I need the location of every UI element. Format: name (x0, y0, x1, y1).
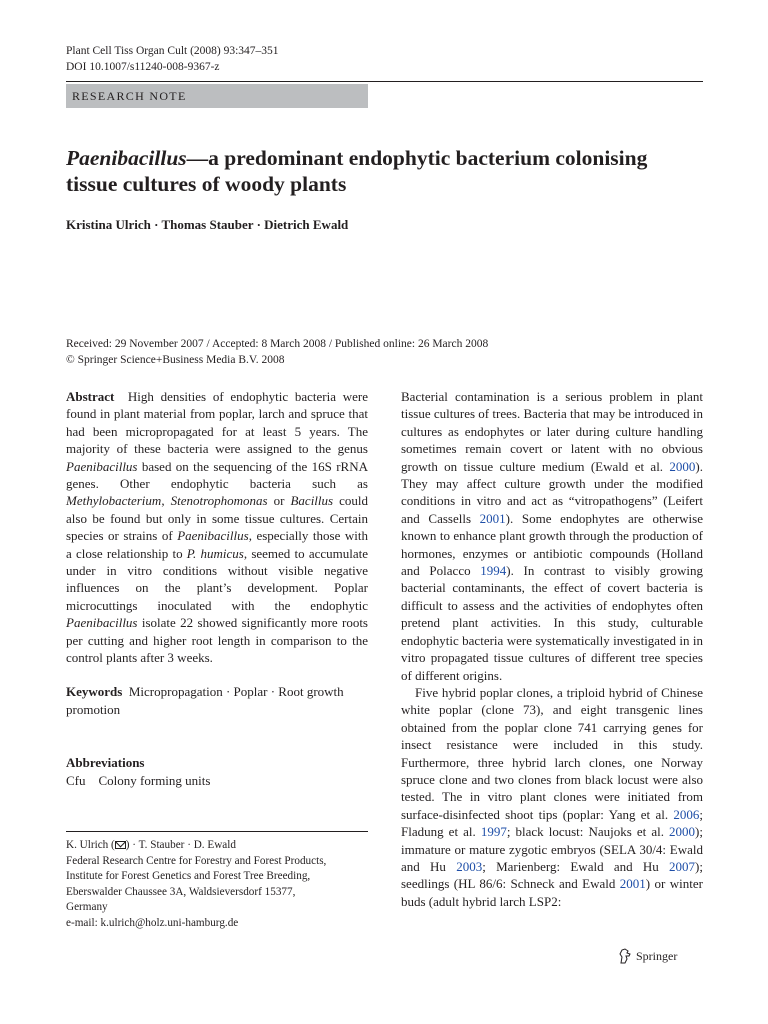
abstract-italic: Paenibacillus (66, 615, 138, 631)
affiliation-line: Germany (66, 901, 108, 913)
citation-link[interactable]: 2000 (669, 458, 696, 474)
affiliation-email[interactable]: e-mail: k.ulrich@holz.uni-hamburg.de (66, 916, 239, 929)
abbreviation-entry (66, 772, 368, 790)
envelope-icon (115, 841, 126, 849)
affiliation-names (66, 838, 368, 854)
publisher-name: Springer (636, 948, 678, 963)
dates-line: Received: 29 November 2007 / Accepted: 8 March 2008 / Published online: 26 March 2008 (66, 338, 489, 350)
affiliation (66, 838, 368, 931)
keywords (66, 683, 368, 719)
abstract-italic: Methylobacterium (66, 493, 162, 509)
body-text-run: Five hybrid poplar clones, a triploid hybrid of Chinese white poplar (clone 73), and eight transgenic lines obtained from the poplar clone 741 carrying genes for insect resistance were included in this study. Furthermore, three hybrid larch clones, one Norway spruce clone and two clones from black locust were also tested. The in vitro plant clones were initiated from surface-disinfected shoot tips (poplar: Yang et al. (401, 684, 703, 822)
affiliation-rule (66, 831, 368, 832)
publication-dates (66, 336, 488, 368)
body-text-run: ). In contrast to visibly growing bacterial contaminants, the effect of covert bacteria is difficult to assess and the activities of endophytes often pretend plant activities. In this study, culturable endophytic bacteria were systematically investigated in in vitro propagated tissue cultures of different tree species of different origins. (401, 563, 703, 683)
abstract-italic: Stenotrophomonas (170, 493, 268, 509)
abstract-italic: Paenibacillus (177, 528, 249, 544)
body-text-run: ; Fladung et al. (401, 806, 703, 840)
abstract-text: could also be found but only in some tissue cultures. Certain species or strains of (66, 493, 368, 544)
keywords-text: Micropropagation · Poplar · Root growth promotion (66, 684, 344, 717)
body-text-run: ; black locust: Naujoks et al. (506, 824, 670, 840)
citation-link[interactable]: 1997 (480, 824, 507, 840)
citation-link[interactable]: 2007 (669, 858, 696, 874)
journal-header (66, 43, 279, 75)
header-rule (66, 81, 703, 82)
publisher-footer (618, 948, 677, 964)
citation-link[interactable]: 1994 (480, 563, 507, 579)
body-text-run: ; Marienberg: Ewald and Hu (482, 858, 670, 874)
abbreviation-definition: Colony forming units (98, 773, 211, 788)
abbreviations (66, 754, 368, 790)
journal-doi: DOI 10.1007/s11240-008-9367-z (66, 61, 220, 73)
affiliation-names-a: K. Ulrich ( (66, 839, 115, 851)
body-paragraph (401, 684, 703, 910)
keywords-label: Keywords (66, 684, 123, 699)
author-list: Kristina Ulrich · Thomas Stauber · Dietrich Ewald (66, 217, 349, 232)
citation-link[interactable]: 2000 (669, 824, 696, 840)
abstract-text: , (161, 493, 171, 509)
title-rest: —a predominant endophytic bacterium colonising tissue cultures of woody plants (66, 146, 648, 196)
title-genus: Paenibacillus (66, 146, 187, 170)
abstract-italic: P. humicus (186, 545, 244, 561)
body-text-run: Bacterial contamination is a serious problem in plant tissue cultures of trees. Bacteria that may be introduced in cultures as endophytes or later during culture handling sometimes remain covert or latent with no obvious growth on tissue culture medium (Ewald et al. (401, 389, 703, 474)
journal-citation: Plant Cell Tiss Organ Cult (2008) 93:347–351 (66, 45, 279, 57)
citation-link[interactable]: 2001 (479, 510, 506, 526)
abstract-text: , especially those with a close relationship to (66, 528, 368, 561)
abstract-text: based on the sequencing of the 16S rRNA genes. Other endophytic bacteria such as (66, 458, 368, 492)
abstract-text: , seemed to accumulate under in vitro conditions without visible negative influences on the plant’s development. Poplar microcuttings inoculated with the endophytic (66, 545, 369, 613)
body-text-run: ); immature or mature zygotic embryos (SELA 30/4: Ewald and Hu (401, 824, 703, 874)
article-title (66, 145, 703, 197)
body-text-run: ); seedlings (HL 86/6: Schneck and Ewald (401, 858, 703, 892)
citation-link[interactable]: 2001 (619, 876, 646, 892)
section-banner: RESEARCH NOTE (66, 84, 368, 108)
body-text-run: ) or winter buds (adult hybrid larch LSP2: (401, 876, 703, 909)
abstract (66, 388, 368, 667)
body-paragraph (401, 388, 703, 684)
citation-link[interactable]: 2006 (673, 806, 700, 822)
affiliation-line: Federal Research Centre for Forestry and Forest Products, (66, 854, 327, 867)
body-text (401, 388, 703, 910)
abstract-text: or (267, 493, 291, 509)
abbreviations-label: Abbreviations (66, 755, 145, 770)
citation-link[interactable]: 2003 (456, 858, 483, 874)
abbreviation-term: Cfu (66, 773, 86, 788)
springer-horse-icon (618, 948, 632, 964)
affiliation-line: Institute for Forest Genetics and Forest Tree Breeding, (66, 870, 311, 882)
abstract-italic: Paenibacillus (66, 458, 138, 474)
affiliation-names-b: ) · T. Stauber · D. Ewald (125, 839, 236, 851)
body-text-run: ). Some endophytes are otherwise known to enhance plant growth through the production of hormones, enzymes or antibiotic compounds (Holland and Polacco (401, 510, 703, 579)
abstract-label: Abstract (66, 389, 115, 404)
abstract-text: High densities of endophytic bacteria were found in plant material from poplar, larch and spruce that had been micropropagated for at least 5 years. The majority of these bacteria were assigned to the genus (66, 389, 368, 457)
abstract-text: isolate 22 showed significantly more roots per cutting and higher root length in comparison to the control plants after 3 weeks. (66, 615, 368, 666)
abstract-italic: Bacillus (290, 493, 334, 509)
copyright-line: © Springer Science+Business Media B.V. 2008 (66, 354, 285, 366)
affiliation-line: Eberswalder Chaussee 3A, Waldsieversdorf 15377, (66, 885, 296, 898)
body-text-run: ). They may affect culture growth under the modified conditions in vitro and act as “vitropathogens” (Leifert and Cassells (401, 458, 703, 526)
